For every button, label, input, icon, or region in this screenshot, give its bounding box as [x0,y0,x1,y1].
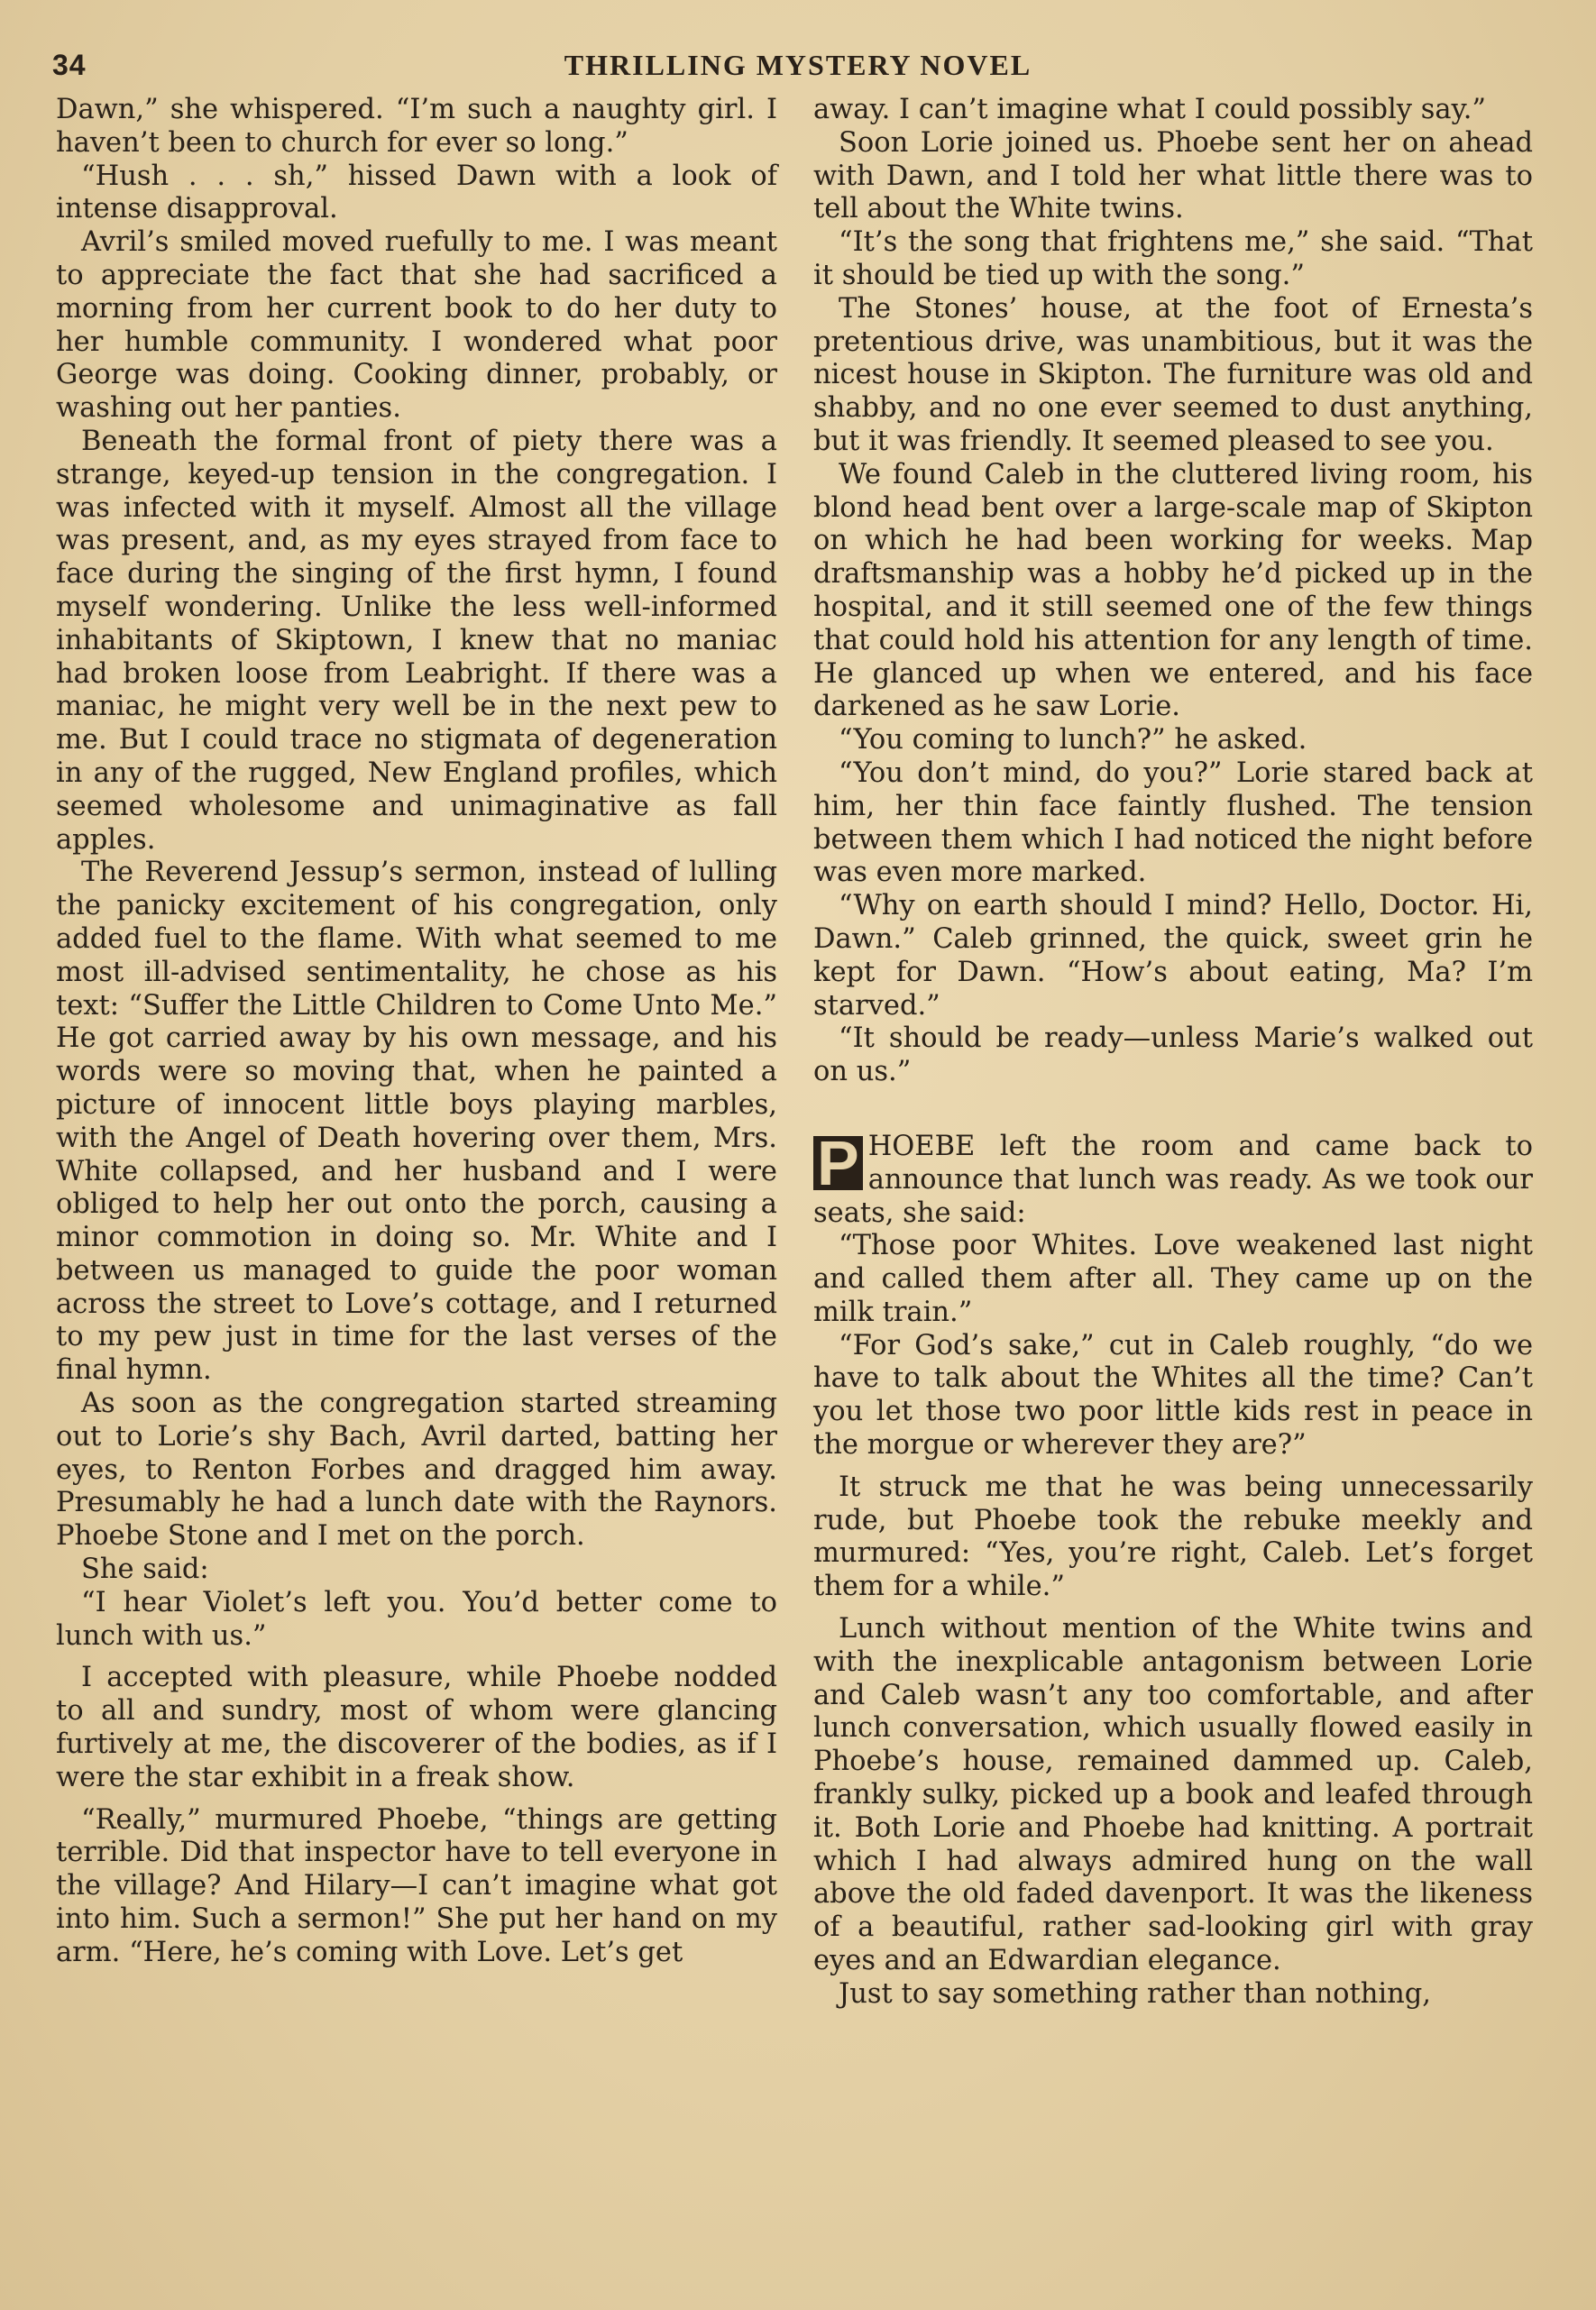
paragraph [56,1662,777,1794]
paragraph-text: “I hear Violet’s left you. You’d better come to lunch with us.” [56,1586,777,1652]
page-number: 34 [52,49,87,81]
paragraph-text: Soon Lorie joined us. Phoebe sent her on ahead with Dawn, and I told her what little there was to tell about the White twins. [813,126,1533,225]
paragraph [813,1978,1533,2012]
paragraph [56,226,777,426]
paragraph [813,293,1533,459]
paragraph-text: It struck me that he was being unnecessarily rude, but Phoebe took the rebuke meekly and murmured: “Yes, you’re right, Caleb. Let’s forget them for a while.” [813,1471,1533,1603]
paragraph [813,1613,1533,1978]
paragraph [56,1804,777,1970]
paragraph [813,1127,1533,1230]
paragraph [813,1471,1533,1604]
paragraph-text: HOEBE left the room and came back to announce that lunch was ready. As we took our seats, she said: [813,1130,1533,1229]
paragraph-text: “It should be ready—unless Marie’s walked out on us.” [813,1022,1533,1088]
paragraph-text: away. I can’t imagine what I could possibly say.” [813,94,1487,125]
paragraph-text: The Stones’ house, at the foot of Ernesta’s pretentious drive, was unambitious, but it was the nicest house in Skipton. The furniture was old and shabby, and no one ever seemed to dust anything, but it was friendly. It seemed pleased to see you. [813,292,1533,457]
paragraph-text: She said: [81,1554,209,1586]
paragraph [813,127,1533,226]
paragraph-text: I accepted with pleasure, while Phoebe nodded to all and sundry, most of whom were glancing furtively at me, the discoverer of the bodies, as if I were the star exhibit in a freak show. [56,1662,777,1793]
paragraph-text: Beneath the formal front of piety there was a strange, keyed-up tension in the congregation. I was infected with it myself. Almost all the village was present, and, as my eyes strayed from face to face during the singing of the first hymn, I found myself wondering. Unlike the less well-informed inhabitants of Skiptown, I knew that no maniac had broken loose from Leabright. If there was a maniac, he might very well be in the next pew to me. But I could trace no stigmata of degeneration in any of the rugged, New England profiles, which seemed wholesome and unimaginative as fall apples. [56,425,777,856]
paragraph [56,1554,777,1587]
paragraph-text: Lunch without mention of the White twins and with the inexplicable antagonism between Lorie and Caleb wasn’t any too comfortable, and after lunch conversation, which usually flowed easily in Phoebe’s house, remained dammed up. Caleb, frankly sulky, picked up a book and leafed through it. Both Lorie and Phoebe had knitting. A portrait which I had always admired hung on the wall above the old faded davenport. It was the likeness of a beautiful, rather sad-looking girl with gray eyes and an Edwardian elegance. [813,1613,1533,1977]
paragraph-text: We found Caleb in the cluttered living room, his blond head bent over a large-scale map of Skipton on which he had been working for weeks. Map draftsmanship was a hobby he’d picked up in the hospital, and it still seemed one of the few things that could hold his attention for any length of time. He glanced up when we entered, and his face darkened as he saw Lorie. [813,458,1533,723]
paragraph-text: Avril’s smiled moved ruefully to me. I was meant to appreciate the fact that she had sacrificed a morning from her current book to do her duty to her humble community. I wondered what poor George was doing. Cooking dinner, probably, or washing out her panties. [56,226,777,425]
paragraph [813,459,1533,724]
paragraph-text: “You don’t mind, do you?” Lorie stared back at him, her thin face faintly flushed. The tension between them which I had noticed the night before was even more marked. [813,756,1533,889]
paragraph [813,94,1533,127]
paragraph-text: Dawn,” she whispered. “I’m such a naughty girl. I haven’t been to church for ever so long.” [56,94,777,159]
paragraph-text: “Why on earth should I mind? Hello, Doctor. Hi, Dawn.” Caleb grinned, the quick, sweet grin he kept for Dawn. “How’s about eating, Ma? I’m starved.” [813,890,1533,1022]
paragraph [813,1230,1533,1329]
paragraph-text: The Reverend Jessup’s sermon, instead of lulling the panicky excitement of his congregation, only added fuel to the flame. With what seemed to me most ill-advised sentimentality, he chose as his text: “Suffer the Little Children to Come Unto Me.” He got carried away by his own message, and his words were so moving that, when he painted a picture of innocent little boys playing marbles, with the Angel of Death hovering over them, Mrs. White collapsed, and her husband and I were obliged to help her out onto the porch, causing a minor commotion in doing so. Mr. White and I between us managed to guide the poor woman across the street to Love’s cottage, and I returned to my pew just in time for the last verses of the final hymn. [56,857,777,1387]
right-column [813,94,1533,2012]
paragraph-text: Just to say something rather than nothing, [839,1977,1431,2010]
paragraph [813,724,1533,757]
paragraph-text: “Those poor Whites. Love weakened last night and called them after all. They came up on the milk train.” [813,1230,1533,1328]
paragraph-text: “Really,” murmured Phoebe, “things are getting terrible. Did that inspector have to tell everyone in the village? And Hilary—I can’t imagine what got into him. Such a sermon!” She put her hand on my arm. “Here, he’s coming with Love. Let’s get [56,1803,777,1968]
paragraph [813,1022,1533,1089]
drop-cap: P [813,1136,863,1190]
paragraph-text: “You coming to lunch?” he asked. [839,724,1307,756]
paragraph [56,160,777,227]
running-head: THRILLING MYSTERY NOVEL [564,49,1032,81]
paragraph [813,890,1533,1022]
paragraph-text: As soon as the congregation started streaming out to Lorie’s shy Bach, Avril darted, batting her eyes, to Renton Forbes and dragged him away. Presumably he had a lunch date with the Raynors. Phoebe Stone and I met on the porch. [56,1388,777,1553]
paragraph [56,857,777,1388]
left-column [56,94,777,1970]
paragraph [56,94,777,160]
paragraph [813,757,1533,890]
paragraph-text: “For God’s sake,” cut in Caleb roughly, “do we have to talk about the Whites all the time? Can’t you let those two poor little kids rest in peace in the morgue or wherever they are?” [813,1329,1533,1462]
paragraph [813,226,1533,293]
paragraph-text: “Hush . . . sh,” hissed Dawn with a look of intense disapproval. [56,160,777,225]
paragraph [813,1330,1533,1462]
paragraph [56,1388,777,1554]
paragraph [56,1587,777,1654]
page-header [52,49,1544,88]
paragraph-text: “It’s the song that frightens me,” she said. “That it should be tied up with the song.” [813,226,1533,291]
paragraph [56,426,777,857]
